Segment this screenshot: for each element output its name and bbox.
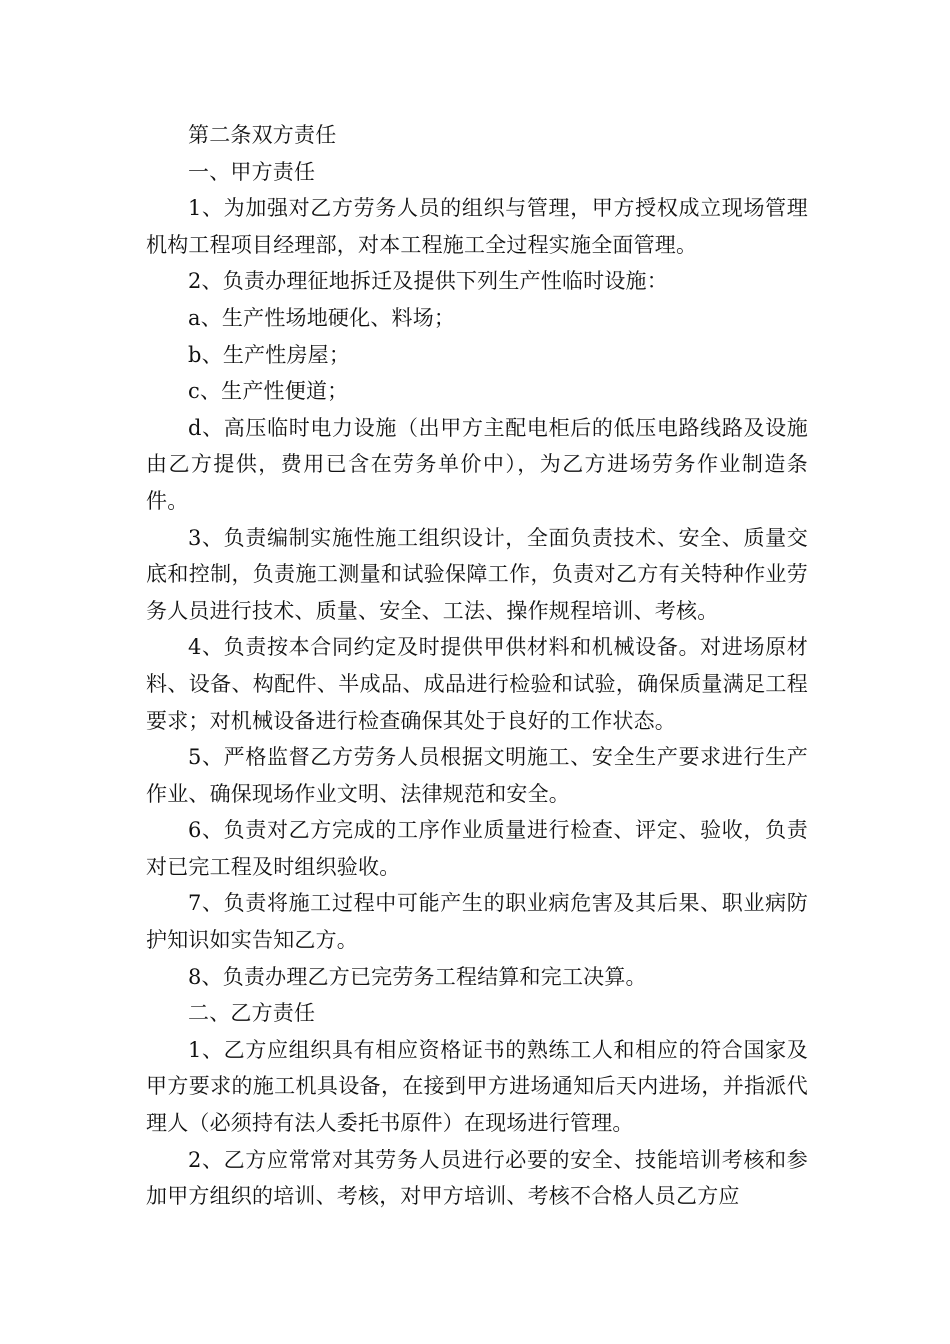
subsection-heading-party-b: 二、乙方责任 <box>188 1001 316 1026</box>
paragraph-a8: 8、负责办理乙方已完劳务工程结算和完工决算。 <box>188 964 647 989</box>
paragraph-b1: 1、乙方应组织具有相应资格证书的熟练工人和相应的符合国家及甲方要求的施工机具设备，在接到甲方进场通知后天内进场，并指派代理人（必须持有法人委托书原件）在现场进行管理。 <box>146 1037 808 1136</box>
paragraph-a1: 1、为加强对乙方劳务人员的组织与管理，甲方授权成立现场管理机构工程项目经理部，对本工程施工全过程实施全面管理。 <box>146 196 808 257</box>
section-title: 第二条双方责任 <box>188 123 337 147</box>
paragraph-a5: 5、严格监督乙方劳务人员根据文明施工、安全生产要求进行生产作业、确保现场作业文明、法律规范和安全。 <box>146 745 808 806</box>
paragraph-a4: 4、负责按本合同约定及时提供甲供材料和机械设备。对进场原材料、设备、构配件、半成品、成品进行检验和试验，确保质量满足工程要求；对机械设备进行检查确保其处于良好的工作状态。 <box>146 635 808 733</box>
list-item-c: c、生产性便道； <box>188 379 349 404</box>
list-item-b: b、生产性房屋； <box>188 342 351 367</box>
list-item-a: a、生产性场地硬化、料场； <box>188 305 456 330</box>
subsection-heading-party-a: 一、甲方责任 <box>188 159 316 184</box>
paragraph-a3: 3、负责编制实施性施工组织设计，全面负责技术、安全、质量交底和控制，负责施工测量和试验保障工作，负责对乙方有关特种作业劳务人员进行技术、质量、安全、工法、操作规程培训、考核。 <box>146 525 808 623</box>
paragraph-b2: 2、乙方应常常对其劳务人员进行必要的安全、技能培训考核和参加甲方组织的培训、考核，对甲方培训、考核不合格人员乙方应 <box>146 1147 808 1209</box>
document-body <box>146 117 808 1215</box>
paragraph-a2: 2、负责办理征地拆迁及提供下列生产性临时设施： <box>188 269 668 294</box>
paragraph-a6: 6、负责对乙方完成的工序作业质量进行检查、评定、验收，负责对已完工程及时组织验收。 <box>146 818 808 879</box>
list-item-d: d、高压临时电力设施（出甲方主配电柜后的低压电路线路及设施由乙方提供，费用已含在劳务单价中），为乙方进场劳务作业制造条件。 <box>146 415 808 513</box>
paragraph-a7: 7、负责将施工过程中可能产生的职业病危害及其后果、职业病防护知识如实告知乙方。 <box>146 891 808 953</box>
